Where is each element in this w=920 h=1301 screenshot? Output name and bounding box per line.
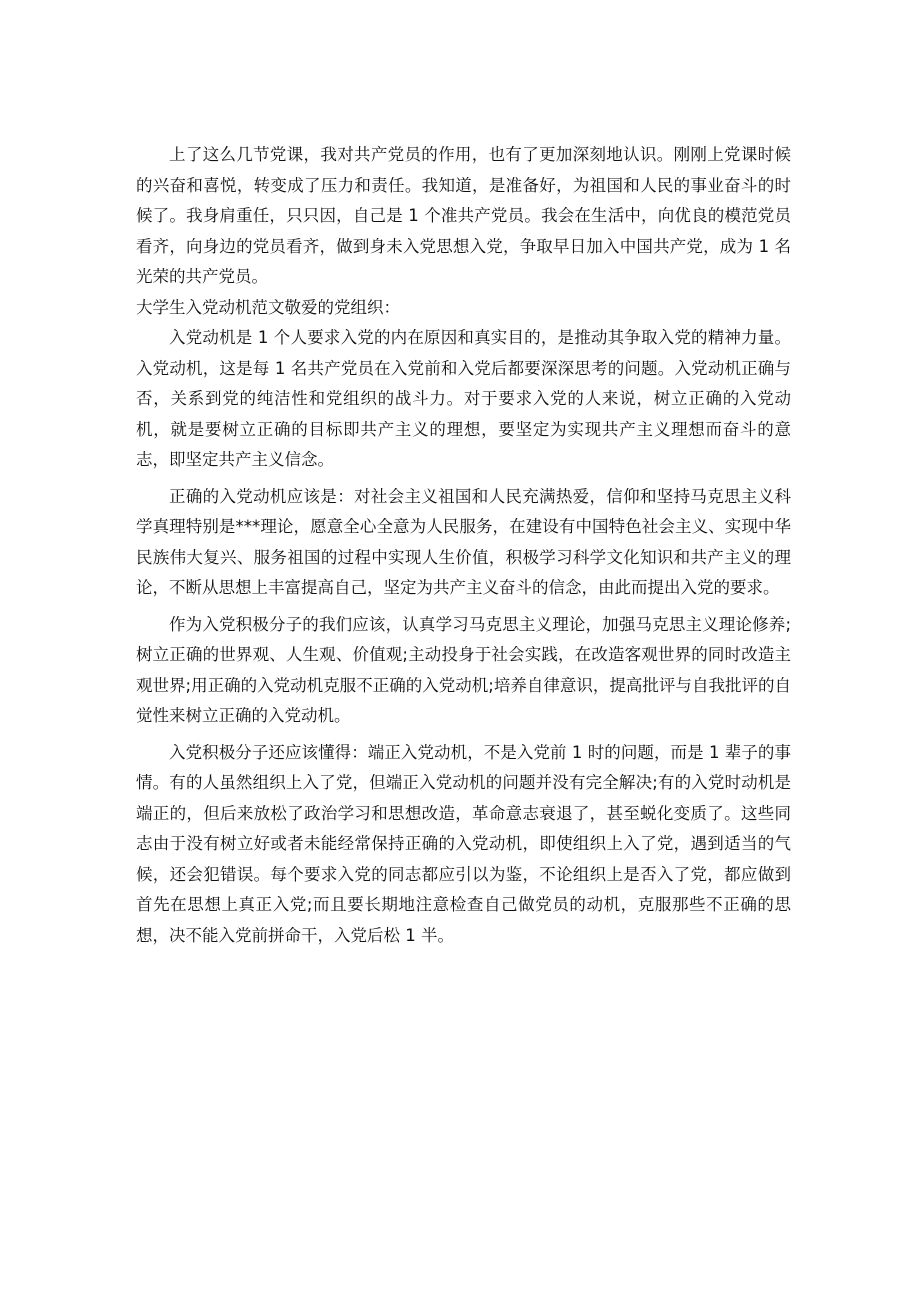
paragraph-party-class-reflection: 上了这么几节党课，我对共产党员的作用，也有了更加深刻地认识。刚刚上党课时候的兴奋和喜悦，转变成了压力和责任。我知道，是准备好，为祖国和人民的事业奋斗的时候了。我身肩重任，只只因，自己是 1 个准共产党员。我会在生活中，向优良的模范党员看齐，向身边的党员看齐，做到身未入党思想入党，争取早日加入中国共产党，成为 1 名光荣的共产党员。 [136, 145, 791, 286]
paragraph-essay-heading: 大学生入党动机范文敬爱的党组织： [136, 297, 400, 317]
document-body [136, 140, 791, 951]
paragraph-lifelong-commitment: 入党积极分子还应该懂得：端正入党动机，不是入党前 1 时的问题，而是 1 辈子的事情。有的人虽然组织上入了党，但端正入党动机的问题并没有完全解决;有的入党时动机是端正的，但后来放松了政治学习和思想改造，革命意志衰退了，甚至蜕化变质了。这些同志由于没有树立好或者未能经常保持正确的入党动机，即使组织上入了党，遇到适当的气候，还会犯错误。每个要求入党的同志都应引以为鉴，不论组织上是否入了党，都应做到首先在思想上真正入党;而且要长期地注意检查自己做党员的动机，克服那些不正确的思想，决不能入党前拼命干，入党后松 1 半。 [136, 742, 791, 945]
paragraph-activist-duties: 作为入党积极分子的我们应该，认真学习马克思主义理论，加强马克思主义理论修养;树立正确的世界观、人生观、价值观;主动投身于社会实践，在改造客观世界的同时改造主观世界;用正确的入党动机克服不正确的入党动机;培养自律意识，提高批评与自我批评的自觉性来树立正确的入党动机。 [136, 614, 791, 725]
paragraph-correct-motivation: 正确的入党动机应该是：对社会主义祖国和人民充满热爱，信仰和坚持马克思主义科学真理特别是***理论，愿意全心全意为人民服务，在建设有中国特色社会主义、实现中华民族伟大复兴、服务祖国的过程中实现人生价值，积极学习科学文化知识和共产主义的理论，不断从思想上丰富提高自己，坚定为共产主义奋斗的信念，由此而提出入党的要求。 [136, 486, 791, 597]
paragraph-motivation-definition: 入党动机是 1 个人要求入党的内在原因和真实目的，是推动其争取入党的精神力量。入党动机，这是每 1 名共产党员在入党前和入党后都要深深思考的问题。入党动机正确与否，关系到党的纯洁性和党组织的战斗力。对于要求入党的人来说，树立正确的入党动机，就是要树立正确的目标即共产主义的理想，要坚定为实现共产主义理想而奋斗的意志，即坚定共产主义信念。 [136, 328, 791, 469]
